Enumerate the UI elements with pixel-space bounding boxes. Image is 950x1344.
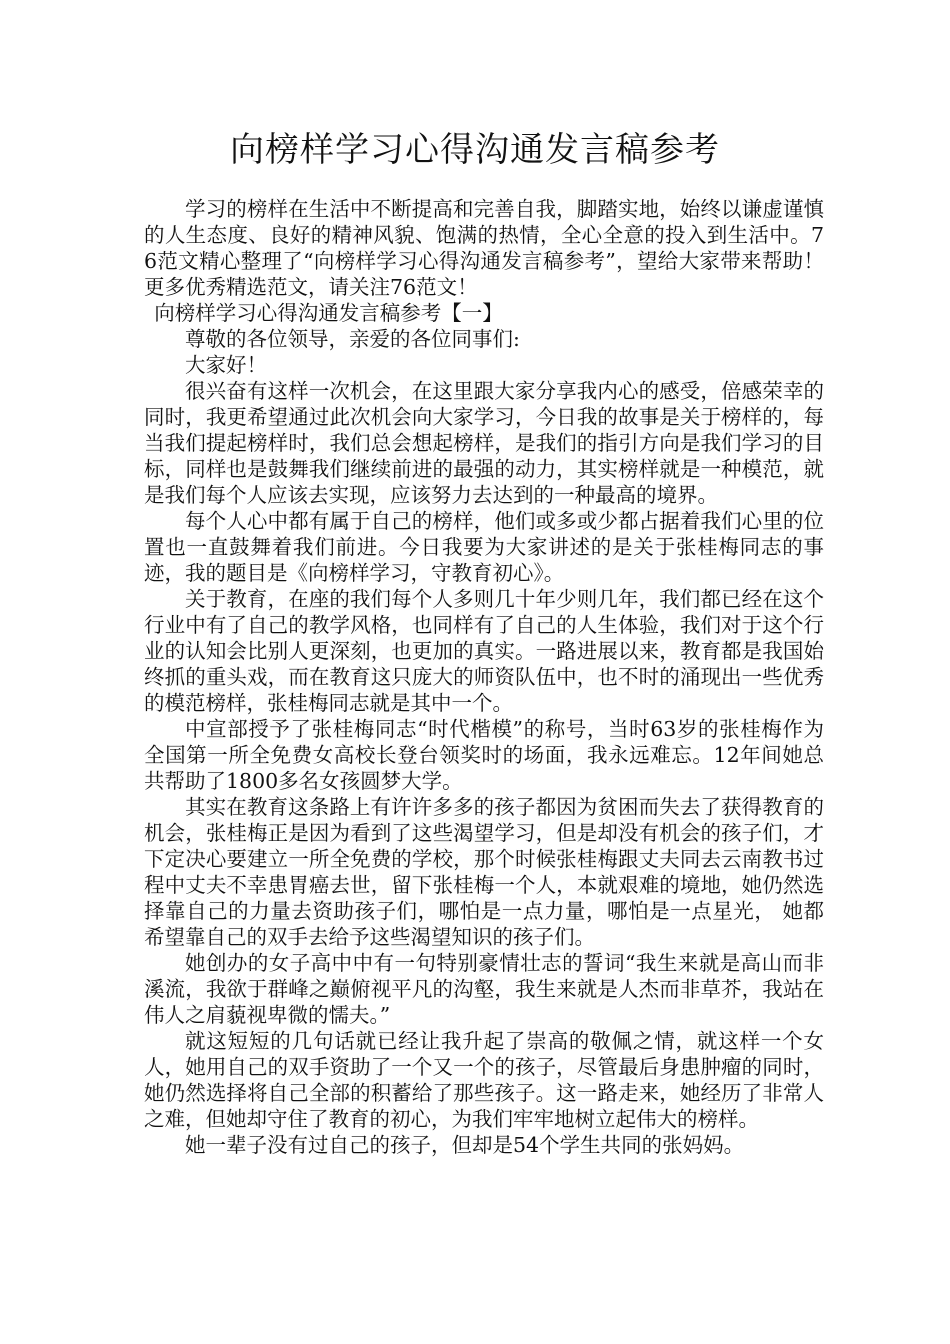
document-body [144, 196, 824, 1158]
greeting: 大家好！ [185, 353, 267, 377]
body-paragraph: 中宣部授予了张桂梅同志“时代楷模”的称号，当时63岁的张桂梅作为全国第一所全免费女高校长登台领奖时的场面，我永远难忘。12年间她总共帮助了1800多名女孩圆梦大学。 [144, 717, 824, 793]
body-paragraph: 她创办的女子高中中有一句特别豪情壮志的誓词“我生来就是高山而非溪流，我欲于群峰之巅俯视平凡的沟壑，我生来就是人杰而非草芥，我站在伟人之肩藐视卑微的懦夫。” [144, 951, 824, 1027]
body-paragraph: 很兴奋有这样一次机会，在这里跟大家分享我内心的感受，倍感荣幸的同时，我更希望通过此次机会向大家学习，今日我的故事是关于榜样的，每当我们提起榜样时，我们总会想起榜样，是我们的指引方向是我们学习的目标，同样也是鼓舞我们继续前进的最强的动力，其实榜样就是一种模范，就是我们每个人应该去实现，应该努力去达到的一种最高的境界。 [144, 379, 824, 507]
body-paragraph: 她一辈子没有过自己的孩子，但却是54个学生共同的张妈妈。 [185, 1133, 745, 1157]
body-paragraph: 其实在教育这条路上有许许多多的孩子都因为贫困而失去了获得教育的机会，张桂梅正是因为看到了这些渴望学习，但是却没有机会的孩子们，才下定决心要建立一所全免费的学校，那个时候张桂梅跟丈夫同去云南教书过程中丈夫不幸患胃癌去世，留下张桂梅一个人，本就艰难的境地，她仍然选择靠自己的力量去资助孩子们，哪怕是一点力量，哪怕是一点星光， 她都希望靠自己的双手去给予这些渴望知识的孩子们。 [144, 795, 824, 949]
intro-paragraph: 学习的榜样在生活中不断提高和完善自我，脚踏实地，始终以谦虚谨慎的人生态度、良好的精神风貌、饱满的热情，全心全意的投入到生活中。76范文精心整理了“向榜样学习心得沟通发言稿参考”，望给大家带来帮助！更多优秀精选范文，请关注76范文！ [144, 197, 824, 299]
section-heading: 向榜样学习心得沟通发言稿参考【一】 [154, 301, 503, 325]
salutation: 尊敬的各位领导，亲爱的各位同事们: [185, 327, 520, 351]
body-paragraph: 每个人心中都有属于自己的榜样，他们或多或少都占据着我们心里的位置也一直鼓舞着我们前进。今日我要为大家讲述的是关于张桂梅同志的事迹，我的题目是《向榜样学习，守教育初心》。 [144, 509, 824, 585]
body-paragraph: 就这短短的几句话就已经让我升起了崇高的敬佩之情，就这样一个女人，她用自己的双手资助了一个又一个的孩子，尽管最后身患肿瘤的同时，她仍然选择将自己全部的积蓄给了那些孩子。这一路走来，她经历了非常人之难，但她却守住了教育的初心，为我们牢牢地树立起伟大的榜样。 [144, 1029, 824, 1131]
body-paragraph: 关于教育，在座的我们每个人多则几十年少则几年，我们都已经在这个行业中有了自己的教学风格，也同样有了自己的人生体验，我们对于这个行业的认知会比别人更深刻，也更加的真实。一路进展以来，教育都是我国始终抓的重头戏，而在教育这只庞大的师资队伍中，也不时的涌现出一些优秀的模范榜样，张桂梅同志就是其中一个。 [144, 587, 824, 715]
document-title: 向榜样学习心得沟通发言稿参考 [230, 130, 720, 170]
